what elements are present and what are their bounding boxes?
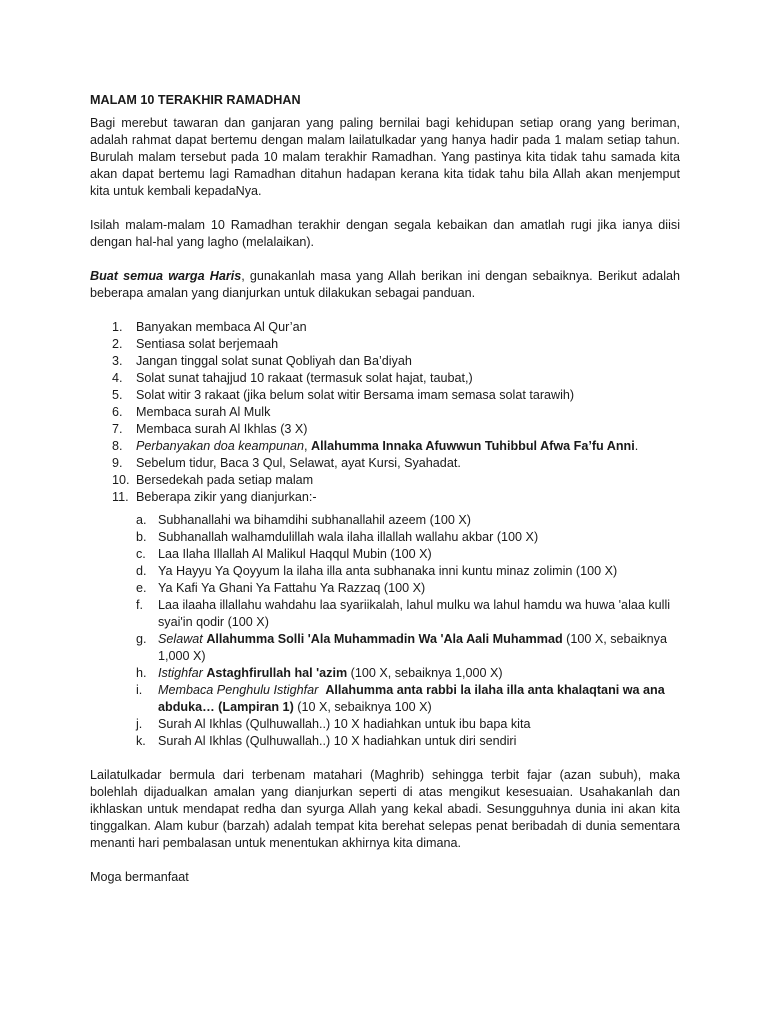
fourth-paragraph: Lailatulkadar bermula dari terbenam matahari (Maghrib) sehingga terbit fajar (azan subuh), maka bolehlah dijadualkan amalan yang dianjurkan seperti di atas mengikut kesesuaian. Usahakanlah dan ikhlaskan untuk mendapat redha dan syurga Allah yang kekal abadi. Sesungguhnya dunia ini akan kita tinggalkan. Alam kubur (barzah) adalah tempat kita berehat selepas penat beribadah di dunia sementara menanti hari pembalasan untuk menentukan akhirnya kita dimana. [90, 768, 680, 850]
list-item: 5. Solat witir 3 rakaat (jika belum solat witir Bersama imam semasa solat tarawih) [112, 388, 575, 402]
third-paragraph-rest: , gunakanlah masa yang Allah berikan ini dengan sebaiknya. Berikut adalah beberapa amalan yang dianjurkan untuk dilakukan sebagai panduan. [90, 269, 680, 300]
list-item: 10. Bersedekah pada setiap malam [112, 473, 314, 487]
third-paragraph-lead: Buat semua warga Haris [90, 269, 242, 283]
document-title: MALAM 10 TERAKHIR RAMADHAN [90, 93, 301, 107]
list-item: 2. Sentiasa solat berjemaah [112, 337, 279, 351]
sublist-item: f. Laa ilaaha illallahu wahdahu laa syariikalah, lahul mulku wa lahul hamdu wa huwa 'alaa kulli syai'in qodir (100 X) [136, 598, 671, 629]
third-paragraph [90, 268, 680, 302]
sublist-item: e. Ya Kafi Ya Ghani Ya Fattahu Ya Razzaq (100 X) [136, 581, 426, 595]
sublist-item: c. Laa Ilaha Illallah Al Malikul Haqqul Mubin (100 X) [136, 547, 432, 561]
list-item: 11. Beberapa zikir yang dianjurkan:- [112, 490, 317, 504]
intro-paragraph: Bagi merebut tawaran dan ganjaran yang paling bernilai bagi kehidupan setiap orang yang beriman, adalah rahmat dapat bertemu dengan malam lailatulkadar yang hanya hadir pada 1 malam setiap tahun. Burulah malam tersebut pada 10 malam terakhir Ramadhan. Yang pastinya kita tidak tahu samada kita akan dapat bertemu lagi Ramadhan ditahun hadapan kerana kita tidak tahu bila Allah akan menjemput kita untuk kembali kepadaNya. [90, 116, 680, 198]
second-paragraph: Isilah malam-malam 10 Ramadhan terakhir dengan segala kebaikan dan amatlah rugi jika ianya diisi dengan hal-hal yang lagho (melalaikan). [90, 218, 680, 249]
list-item: 7. Membaca surah Al Ikhlas (3 X) [112, 422, 308, 436]
closing-line: Moga bermanfaat [90, 870, 189, 884]
list-item: 1. Banyakan membaca Al Qur’an [112, 320, 307, 334]
sublist-item: j. Surah Al Ikhlas (Qulhuwallah..) 10 X hadiahkan untuk ibu bapa kita [136, 717, 531, 731]
sublist-item: h. Istighfar Astaghfirullah hal 'azim (100 X, sebaiknya 1,000 X) [136, 666, 503, 680]
list-item: 6. Membaca surah Al Mulk [112, 405, 271, 419]
list-item: 3. Jangan tinggal solat sunat Qobliyah dan Ba’diyah [112, 354, 412, 368]
list-item: 4. Solat sunat tahajjud 10 rakaat (termasuk solat hajat, taubat,) [112, 371, 473, 385]
list-item: 8. Perbanyakan doa keampunan, Allahumma Innaka Afuwwun Tuhibbul Afwa Fa’fu Anni. [112, 439, 639, 453]
amalan-list [90, 319, 680, 506]
sublist-item: k. Surah Al Ikhlas (Qulhuwallah..) 10 X hadiahkan untuk diri sendiri [136, 734, 517, 748]
sublist-item: i. Membaca Penghulu Istighfar Allahumma anta rabbi la ilaha illa anta khalaqtani wa ana abduka… (Lampiran 1) (10 X, sebaiknya 100 X) [136, 683, 665, 714]
sublist-item: a. Subhanallahi wa bihamdihi subhanallahil azeem (100 X) [136, 513, 471, 527]
document-page [90, 92, 680, 886]
sublist-item: b. Subhanallah walhamdulillah wala ilaha illallah wallahu akbar (100 X) [136, 530, 539, 544]
list-item: 9. Sebelum tidur, Baca 3 Qul, Selawat, ayat Kursi, Syahadat. [112, 456, 461, 470]
sublist-item: g. Selawat Allahumma Solli 'Ala Muhammadin Wa 'Ala Aali Muhammad (100 X, sebaiknya 1,000 X) [136, 632, 667, 663]
zikir-sublist [90, 512, 680, 750]
sublist-item: d. Ya Hayyu Ya Qoyyum la ilaha illa anta subhanaka inni kuntu minaz zolimin (100 X) [136, 564, 618, 578]
